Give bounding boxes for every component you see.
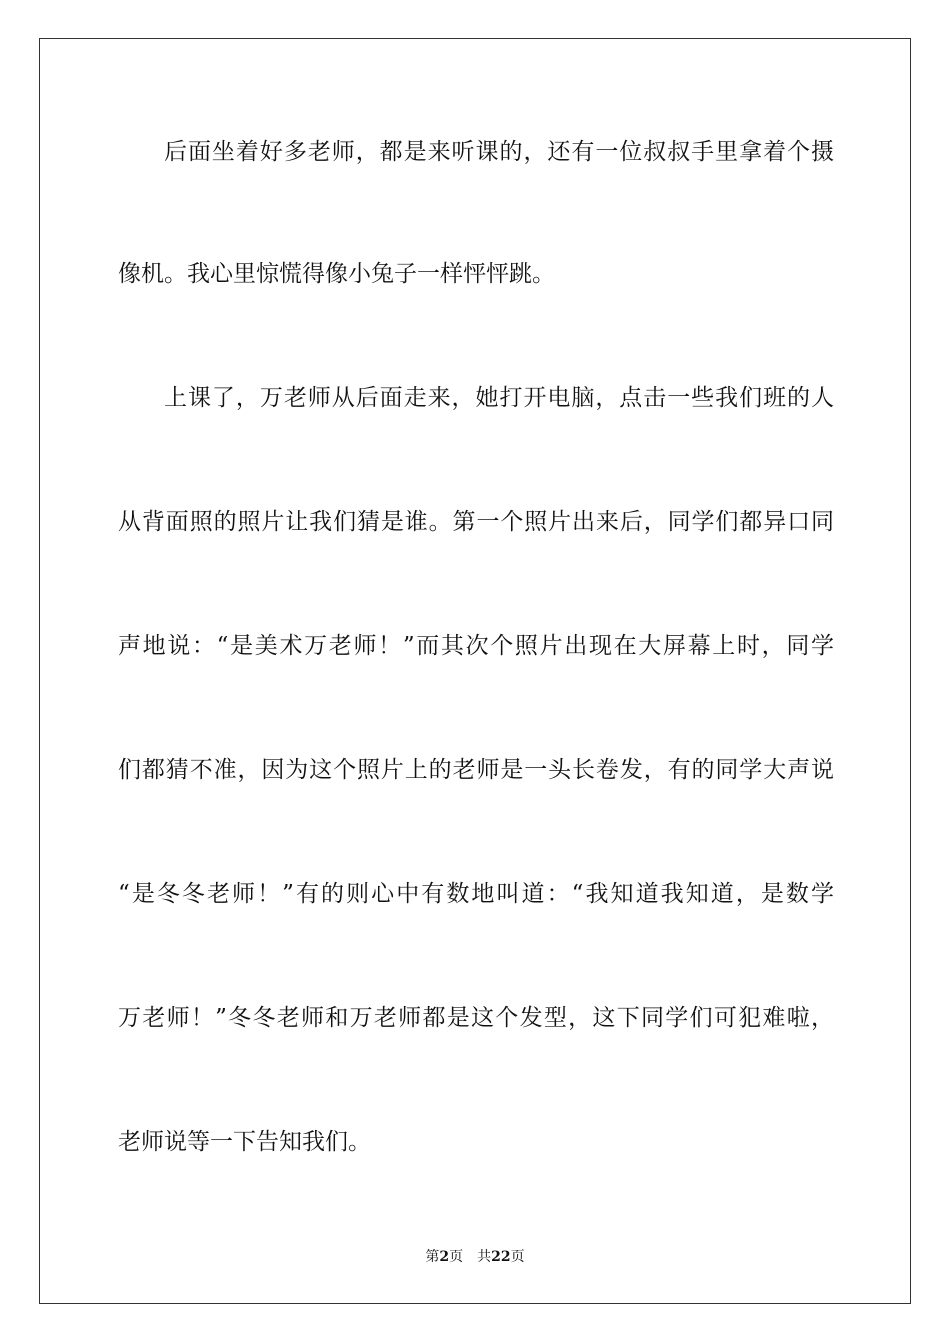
total-prefix: 共 [477,1249,492,1265]
paragraph-2-line-6: 万老师！”冬冬老师和万老师都是这个发型，这下同学们可犯难啦， [118,1005,834,1031]
paragraph-1-line-1: 后面坐着好多老师，都是来听课的，还有一位叔叔手里拿着个摄 [164,139,834,165]
paragraph-2-line-4: 们都猜不准，因为这个照片上的老师是一头长卷发，有的同学大声说 [118,757,834,783]
paragraph-2-line-3: 声地说：“是美术万老师！”而其次个照片出现在大屏幕上时，同学 [118,633,834,659]
paragraph-2-line-1: 上课了，万老师从后面走来，她打开电脑，点击一些我们班的人 [164,385,834,411]
page-prefix: 第 [425,1249,440,1265]
page-suffix: 页 [449,1249,464,1265]
page-footer [0,1248,950,1266]
paragraph-2-line-2: 从背面照的照片让我们猜是谁。第一个照片出来后，同学们都异口同 [118,509,834,535]
page-number: 2 [439,1249,450,1265]
total-pages: 22 [491,1249,511,1265]
paragraph-2-line-7: 老师说等一下告知我们。 [118,1129,371,1155]
page-border [39,38,911,1304]
total-suffix: 页 [510,1249,525,1265]
paragraph-1-line-2: 像机。我心里惊慌得像小兔子一样怦怦跳。 [118,261,555,287]
paragraph-2-line-5: “是冬冬老师！”有的则心中有数地叫道：“我知道我知道，是数学 [118,881,834,907]
